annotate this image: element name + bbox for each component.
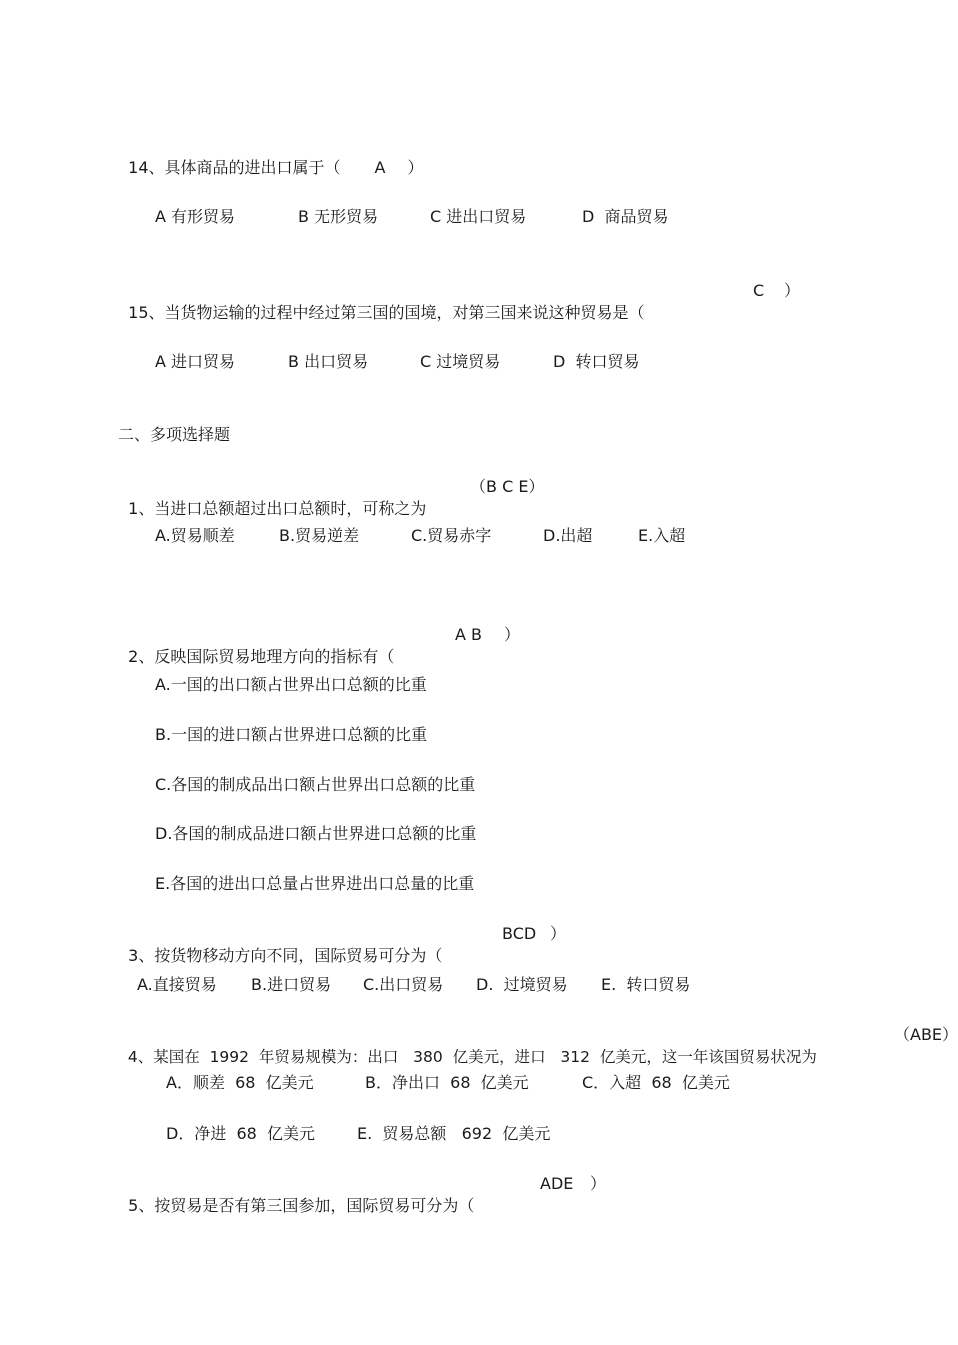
option: B．净出口 68 亿美元 bbox=[365, 1073, 529, 1092]
option: A.一国的出口额占世界出口总额的比重 bbox=[155, 675, 427, 694]
option: C．入超 68 亿美元 bbox=[582, 1073, 730, 1092]
option: B 无形贸易 bbox=[298, 207, 379, 226]
answer: C bbox=[753, 281, 765, 300]
answer: BCD bbox=[502, 924, 537, 943]
answer-close: ） bbox=[504, 625, 521, 644]
option: A 有形贸易 bbox=[155, 207, 236, 226]
question-stem: 3、按货物移动方向不同，国际贸易可分为（ bbox=[128, 946, 443, 965]
question-stem: 5、按贸易是否有第三国参加，国际贸易可分为（ bbox=[128, 1196, 475, 1215]
option: E. 贸易总额 692 亿美元 bbox=[357, 1124, 551, 1143]
option: C.出口贸易 bbox=[363, 975, 444, 994]
option: D 转口贸易 bbox=[553, 352, 640, 371]
option: D 商品贸易 bbox=[582, 207, 669, 226]
option: C 进出口贸易 bbox=[430, 207, 527, 226]
option: A．顺差 68 亿美元 bbox=[166, 1073, 314, 1092]
question-stem: 2、反映国际贸易地理方向的指标有（ bbox=[128, 647, 395, 666]
option: C 过境贸易 bbox=[420, 352, 501, 371]
multi-question-2 bbox=[118, 624, 395, 666]
option: B.进口贸易 bbox=[251, 975, 332, 994]
answer-close: ） bbox=[784, 281, 801, 300]
option: A 进口贸易 bbox=[155, 352, 236, 371]
multi-question-4 bbox=[118, 1024, 817, 1066]
option: D.出超 bbox=[543, 526, 593, 545]
answer-close: ） bbox=[590, 1174, 607, 1193]
option: D.各国的制成品进口额占世界进口总额的比重 bbox=[155, 824, 477, 843]
option: A.直接贸易 bbox=[137, 975, 217, 994]
answer-close: ） bbox=[407, 158, 424, 177]
option: D. 过境贸易 bbox=[476, 975, 568, 994]
option: B.贸易逆差 bbox=[279, 526, 360, 545]
multi-question-5 bbox=[118, 1173, 475, 1215]
multi-question-3 bbox=[118, 923, 443, 965]
answer: （ABE） bbox=[894, 1025, 958, 1044]
option: A.贸易顺差 bbox=[155, 526, 235, 545]
section-heading: 二、多项选择题 bbox=[118, 425, 231, 444]
question-stem: 1、当进口总额超过出口总额时，可称之为 bbox=[128, 499, 427, 518]
question-stem: 15、当货物运输的过程中经过第三国的国境，对第三国来说这种贸易是（ bbox=[128, 303, 645, 322]
option: E.入超 bbox=[638, 526, 686, 545]
option: B.一国的进口额占世界进口总额的比重 bbox=[155, 725, 428, 744]
question-14 bbox=[118, 135, 424, 177]
option: E. 转口贸易 bbox=[601, 975, 691, 994]
question-15 bbox=[118, 280, 645, 322]
option: E.各国的进出口总量占世界进出口总量的比重 bbox=[155, 874, 475, 893]
option: B 出口贸易 bbox=[288, 352, 369, 371]
option: C.各国的制成品出口额占世界出口总额的比重 bbox=[155, 775, 476, 794]
option: D．净进 68 亿美元 bbox=[166, 1124, 316, 1143]
question-stem: 4、某国在 1992 年贸易规模为：出口 380 亿美元，进口 312 亿美元，这一年该国贸易状况为 bbox=[127, 1048, 817, 1066]
answer: A bbox=[374, 158, 386, 177]
answer-close: ） bbox=[550, 924, 567, 943]
multi-question-1 bbox=[118, 476, 427, 518]
answer: （B C E） bbox=[470, 477, 545, 496]
answer: A B bbox=[455, 625, 483, 644]
question-stem: 14、具体商品的进出口属于（ bbox=[128, 158, 341, 177]
answer: ADE bbox=[540, 1174, 574, 1193]
option: C.贸易赤字 bbox=[411, 526, 492, 545]
